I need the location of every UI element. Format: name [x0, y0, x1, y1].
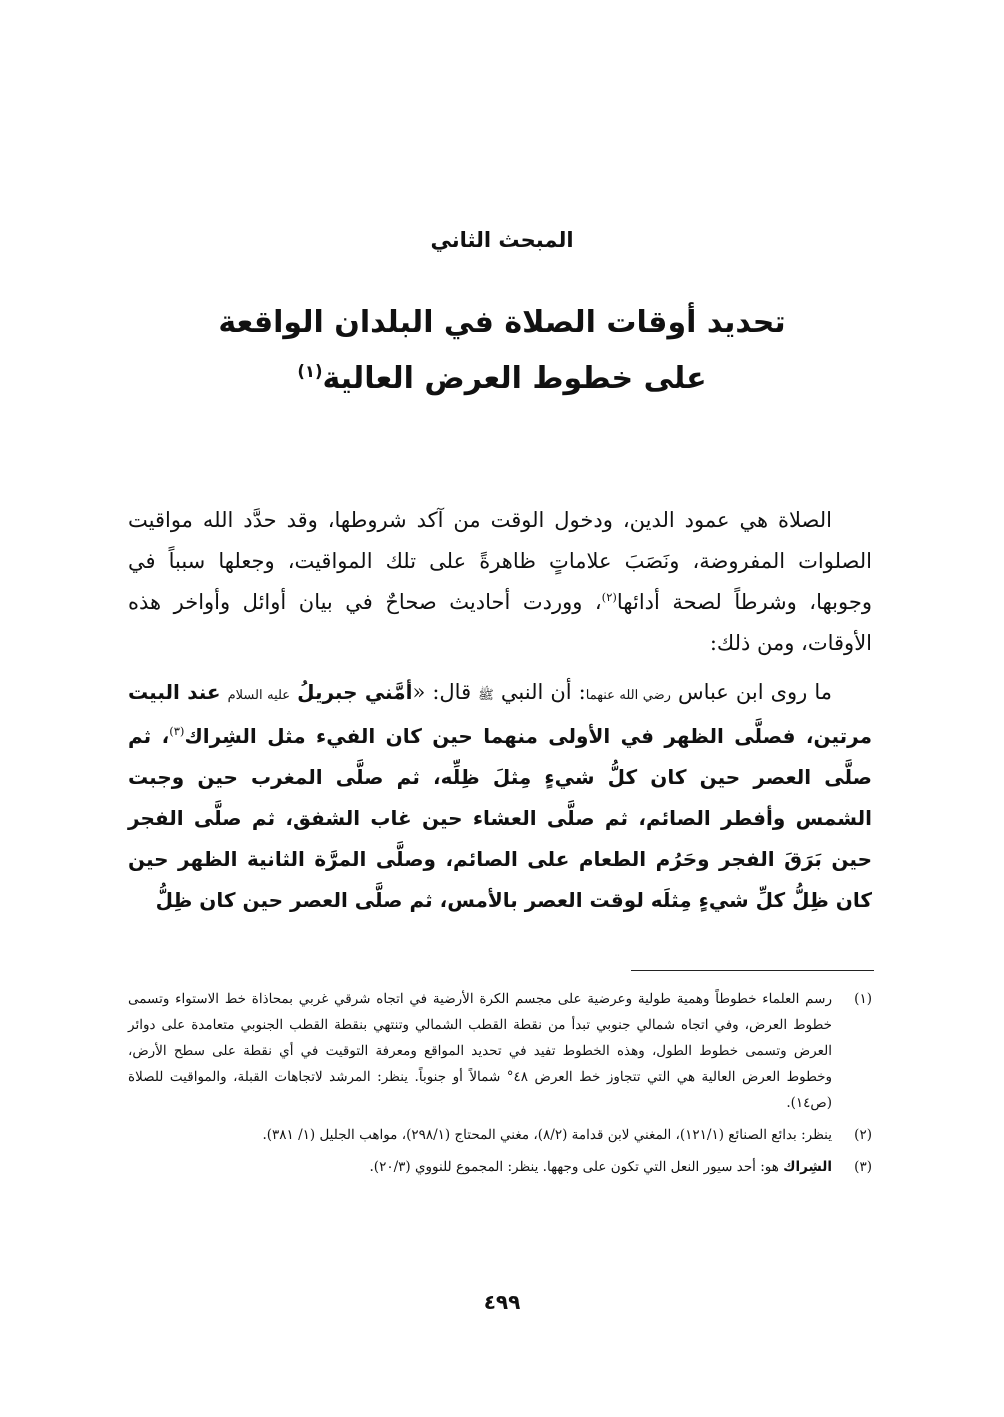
chapter-title	[0, 295, 1004, 407]
footnote-term: الشِراك	[783, 1159, 832, 1175]
honorific-jibril: عليه السلام	[227, 688, 291, 703]
hadith-lead: ما روى ابن عباس	[677, 680, 832, 704]
hadith-lead-3: قال: «	[412, 680, 472, 704]
footnote-number: (١)	[854, 991, 872, 1007]
footnotes	[128, 986, 872, 1186]
footnote-1	[128, 986, 872, 1116]
title-footnote-ref[interactable]: (١)	[297, 362, 323, 381]
footnote-text	[128, 1154, 832, 1180]
footnote-text: ينظر: بدائع الصنائع (١٢١/١)، المغني لابن قدامة (٨/٢)، مغني المحتاج (٢٩٨/١)، مواهب الجليل (١/ ٣٨١).	[262, 1127, 832, 1143]
footnote-2	[128, 1122, 872, 1148]
hadith-paragraph	[128, 672, 872, 921]
footnote-number: (٣)	[854, 1159, 872, 1175]
hadith-footnote-ref[interactable]: (٣)	[169, 724, 185, 738]
intro-footnote-ref[interactable]: (٢)	[601, 590, 617, 604]
hadith-lead-2: : أن النبي	[500, 680, 586, 704]
honorific-prophet: ﷺ	[478, 688, 494, 703]
section-label: المبحث الثاني	[430, 228, 574, 252]
title-line-1: تحديد أوقات الصلاة في البلدان الواقعة	[218, 305, 786, 340]
intro-paragraph	[128, 500, 872, 664]
title-line-2	[0, 351, 1004, 407]
footnote-text: رسم العلماء خطوطاً وهمية طولية وعرضية على مجسم الكرة الأرضية في اتجاه شرقي غربي بمحاذاة خط الاستواء وتسمى خطوط العرض، وفي اتجاه شمالي جنوبي تبدأ من نقطة القطب الشمالي وتنتهي بنقطة القطب الجنوبي متعامدة على دوائر العرض وتسمى خطوط الطول، وهذه الخطوط تفيد في تحديد المواقع ومعرفة التوقيت في أي نقطة على سطح الأرض، وخطوط العرض العالية هي التي تتجاوز خط العرض ٤٨° شمالاً أو جنوباً. ينظر: المرشد لاتجاهات القبلة، والمواقيت للصلاة (ص١٤).	[128, 991, 833, 1111]
title-line-2-text: على خطوط العرض العالية	[322, 361, 707, 396]
body-text	[128, 500, 872, 921]
honorific-ibn-abbas: رضي الله عنهما	[585, 688, 671, 703]
intro-text-1: الصلاة هي عمود الدين، ودخول الوقت من آكد شروطها، وقد حدَّد الله مواقيت الصلوات المفروضة، ونَصَبَ علاماتٍ ظاهرةً على تلك المواقيت، وجعلها سبباً في وجوبها، وشرطاً لصحة أدائها	[128, 508, 872, 614]
hadith-text-3: ، ثم صلَّى العصر حين كان كلُّ شيءٍ مِثلَ ظِلِّه، ثم صلَّى المغرب حين وجبت الشمس وأفطر الصائم، ثم صلَّى العشاء حين غاب الشفق، ثم صلَّى الفجر حين بَرَقَ الفجر وحَرُم الطعام على الصائم، وصلَّى المرَّة الثانية الظهر حين كان ظِلُّ كلِّ شيءٍ مِثلَه لوقت العصر بالأمس، ثم صلَّى العصر حين كان ظِلُّ	[128, 724, 872, 912]
footnote-number: (٢)	[854, 1127, 872, 1143]
footnote-definition: هو: أحد سيور النعل التي تكون على وجهها. ينظر: المجموع للنووي (٢٠/٣).	[369, 1159, 784, 1175]
footnote-divider	[631, 970, 874, 971]
hadith-text-1: أمَّني جبريلُ	[297, 680, 413, 704]
intro-text-2: ، ووردت أحاديث صحاحٌ في بيان أوائل وأواخر هذه الأوقات، ومن ذلك:	[128, 590, 872, 655]
page-number: ٤٩٩	[483, 1290, 521, 1314]
footnote-3	[128, 1154, 872, 1180]
hadith-text-2: عند البيت مرتين، فصلَّى الظهر في الأولى منهما حين كان الفيء مثل الشِراك	[128, 680, 872, 748]
